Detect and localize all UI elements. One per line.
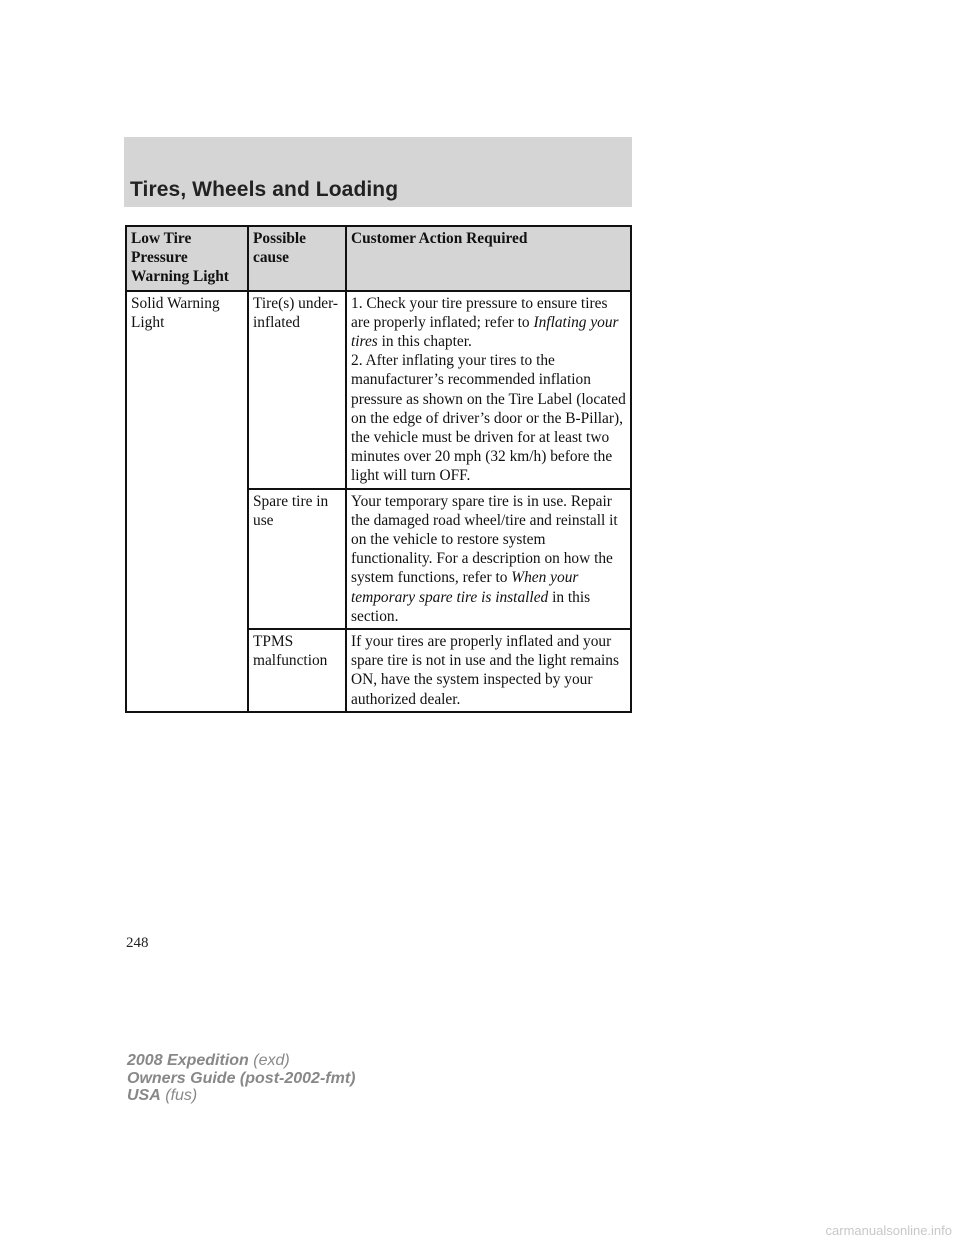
watermark: carmanualsonline.info: [825, 1223, 952, 1238]
action-text: in this section.: [351, 588, 591, 625]
footer-code: (exd): [253, 1052, 290, 1069]
action-cell: [346, 291, 631, 489]
section-title: Tires, Wheels and Loading: [130, 178, 399, 201]
footer-model: 2008 Expedition: [127, 1052, 249, 1069]
table-row: [126, 291, 631, 489]
document-footer: [127, 1052, 355, 1105]
footer-guide: Owners Guide (post-2002-fmt): [127, 1069, 356, 1087]
column-header-warning-light: Low Tire Pressure Warning Light: [126, 226, 248, 291]
footer-line: [127, 1070, 355, 1088]
table-header-row: [126, 226, 631, 291]
action-cell: If your tires are properly inflated and your spare tire is not in use and the light remains ON, have the system inspected by your authorized dealer.: [346, 629, 631, 712]
column-header-customer-action: Customer Action Required: [346, 226, 631, 291]
action-cell: [346, 489, 631, 629]
cause-cell: TPMS malfunction: [248, 629, 346, 712]
cross-reference: Inflating your tires: [351, 313, 619, 351]
action-text: 1. Check your tire pressure to ensure tires are properly inflated; refer to: [351, 294, 608, 331]
column-header-possible-cause: Possible cause: [248, 226, 346, 291]
cross-reference: When your temporary spare tire is installed: [351, 569, 579, 606]
action-text: Your temporary spare tire is in use. Repair the damaged road wheel/tire and reinstall it on the vehicle to restore system functionality. For a description on how the system functions, refer to: [351, 492, 618, 587]
footer-code: (fus): [165, 1087, 198, 1104]
action-text: in this chapter.: [377, 333, 472, 351]
cause-cell: Tire(s) under-inflated: [248, 291, 346, 489]
footer-line: [127, 1087, 355, 1105]
action-text: 2. After inflating your tires to the manufacturer’s recommended inflation pressure as shown on the Tire Label (located on the edge of driver’s door or the B-Pillar), the vehicle must be driven for at least two minutes over 20 mph (32 km/h) before the light will turn OFF.: [351, 352, 626, 485]
tpms-warning-table: [125, 225, 632, 713]
footer-market: USA: [127, 1087, 161, 1104]
warning-light-cell: Solid Warning Light: [126, 291, 248, 712]
footer-line: [127, 1052, 355, 1070]
page-number: 248: [126, 935, 149, 951]
cause-cell: Spare tire in use: [248, 489, 346, 629]
